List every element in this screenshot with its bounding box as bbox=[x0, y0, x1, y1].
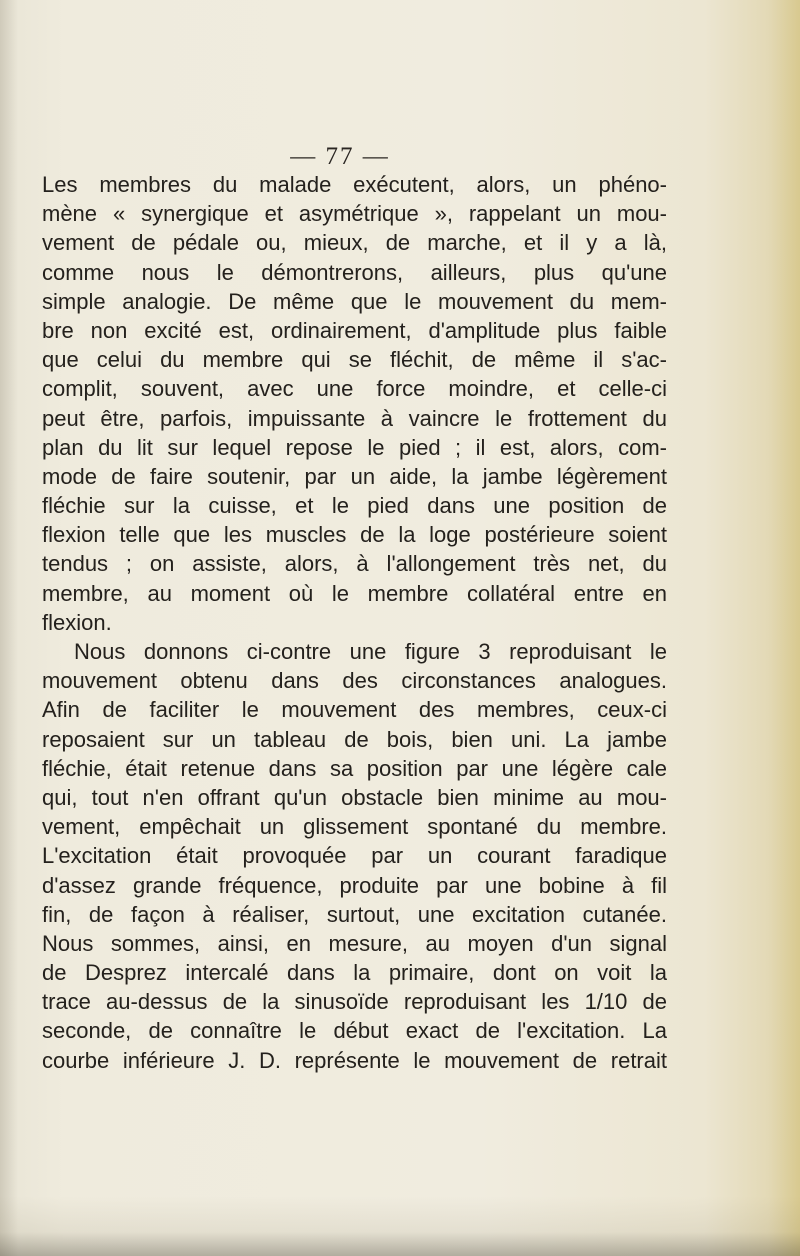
text-line: simple analogie. De même que le mouvement du mem- bbox=[42, 288, 667, 314]
text-line: L'excitation était provoquée par un courant faradique bbox=[42, 843, 667, 869]
text-line: reposaient sur un tableau de bois, bien uni. La jambe bbox=[42, 726, 667, 752]
page-left-shadow bbox=[0, 0, 18, 1256]
body-text bbox=[42, 170, 667, 1075]
text-line: Nous sommes, ainsi, en mesure, au moyen d'un signal bbox=[42, 930, 667, 956]
text-line: vement de pédale ou, mieux, de marche, et il y a là, bbox=[42, 230, 667, 256]
text-line: trace au-dessus de la sinusoïde reproduisant les 1/10 de bbox=[42, 989, 667, 1015]
text-line: courbe inférieure J. D. représente le mouvement de retrait bbox=[42, 1047, 667, 1073]
text-line: qui, tout n'en offrant qu'un obstacle bien minime au mou- bbox=[42, 784, 667, 810]
paragraph-1 bbox=[42, 170, 667, 637]
text-line: fléchie, était retenue dans sa position par une légère cale bbox=[42, 755, 667, 781]
text-line: flexion telle que les muscles de la loge postérieure soient bbox=[42, 522, 667, 548]
text-line: de Desprez intercalé dans la primaire, dont on voit la bbox=[42, 960, 667, 986]
text-line: tendus ; on assiste, alors, à l'allongement très net, du bbox=[42, 551, 667, 577]
text-line: fin, de façon à réaliser, surtout, une excitation cutanée. bbox=[42, 901, 667, 927]
text-line: membre, au moment où le membre collatéral entre en bbox=[42, 580, 667, 606]
text-line: Nous donnons ci-contre une figure 3 reproduisant le bbox=[74, 639, 667, 664]
text-line: fléchie sur la cuisse, et le pied dans une position de bbox=[42, 493, 667, 519]
text-line: mène « synergique et asymétrique », rappelant un mou- bbox=[42, 201, 667, 227]
text-line: bre non excité est, ordinairement, d'amplitude plus faible bbox=[42, 317, 667, 343]
text-line: Les membres du malade exécutent, alors, un phéno- bbox=[42, 172, 667, 197]
page-bottom-shadow bbox=[0, 1196, 800, 1256]
page-number: — 77 — bbox=[290, 143, 390, 170]
text-line: complit, souvent, avec une force moindre, et celle-ci bbox=[42, 376, 667, 402]
paragraph-2 bbox=[42, 637, 667, 1075]
text-line: mode de faire soutenir, par un aide, la jambe légèrement bbox=[42, 463, 667, 489]
text-line: mouvement obtenu dans des circonstances analogues. bbox=[42, 668, 667, 694]
text-line: d'assez grande fréquence, produite par une bobine à fil bbox=[42, 872, 667, 898]
text-line: que celui du membre qui se fléchit, de même il s'ac- bbox=[42, 347, 667, 373]
text-line: Afin de faciliter le mouvement des membres, ceux-ci bbox=[42, 697, 667, 723]
text-line: vement, empêchait un glissement spontané du membre. bbox=[42, 814, 667, 840]
text-line: peut être, parfois, impuissante à vaincre le frottement du bbox=[42, 405, 667, 431]
text-line: plan du lit sur lequel repose le pied ; il est, alors, com- bbox=[42, 434, 667, 460]
text-line: seconde, de connaître le début exact de l'excitation. La bbox=[42, 1018, 667, 1044]
text-line: comme nous le démontrerons, ailleurs, plus qu'une bbox=[42, 259, 667, 285]
text-line: flexion. bbox=[42, 609, 112, 635]
